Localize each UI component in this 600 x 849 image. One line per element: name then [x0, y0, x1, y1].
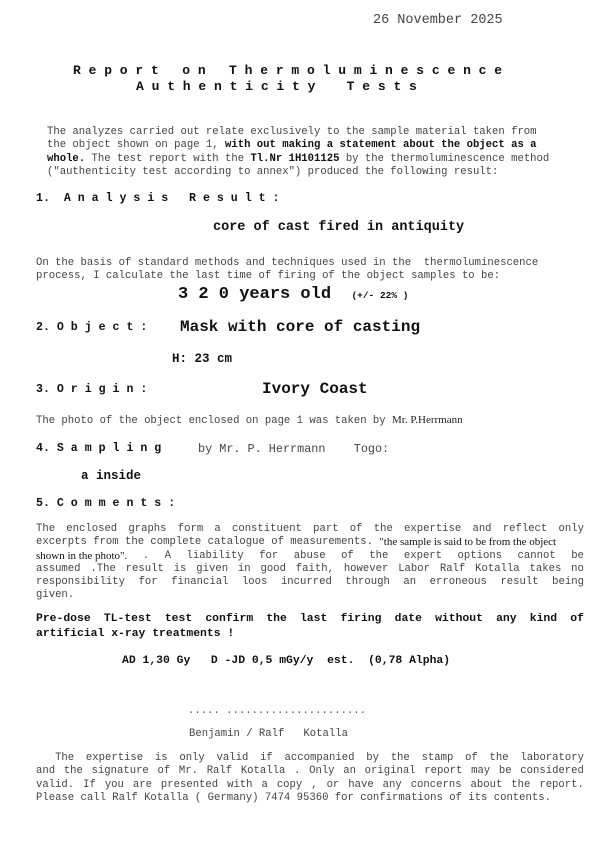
word: .	[142, 549, 150, 562]
signatory-name: Benjamin / Ralf Kotalla	[189, 728, 348, 740]
word: is	[154, 752, 168, 764]
word: loos	[241, 576, 268, 589]
word: you	[104, 778, 124, 791]
predose-statement	[36, 612, 584, 642]
word: Labor	[398, 562, 430, 575]
photo-note	[36, 414, 463, 427]
word: of	[157, 765, 171, 778]
word: for	[259, 549, 279, 562]
word: may	[471, 765, 491, 778]
word: be	[571, 549, 584, 562]
word: expertise	[404, 523, 462, 535]
basis-line-2: process, I calculate the last time of firing of the object samples to be:	[36, 270, 501, 283]
intro-line-2	[47, 139, 583, 152]
word: with	[227, 778, 253, 791]
word: part	[313, 523, 339, 535]
word: the	[63, 765, 83, 778]
word: date	[394, 613, 422, 625]
word: about	[470, 778, 503, 791]
word: given	[196, 562, 229, 575]
word: .The	[90, 562, 116, 575]
word: graphs	[128, 523, 167, 535]
object-height: H: 23 cm	[172, 352, 233, 366]
section-heading-sampling: 4. S a m p l i n g	[36, 442, 162, 455]
word: through	[345, 576, 390, 589]
word: Ralf	[206, 765, 233, 778]
word: liability	[186, 549, 244, 562]
word: being	[552, 576, 584, 589]
word: and	[36, 765, 56, 778]
word: options	[457, 549, 503, 562]
word: Kotalla	[475, 562, 520, 575]
word: a	[261, 778, 268, 791]
word: copy	[276, 778, 303, 791]
photo-note-text: The photo of the object enclosed on page 1 was taken by	[36, 415, 393, 427]
comments-text: excerpts from the complete catalogue of measurements.	[36, 536, 380, 549]
word: considered	[520, 765, 584, 778]
word: or	[326, 778, 340, 791]
validity-line-2	[36, 765, 584, 778]
comments-line-6: given.	[36, 589, 75, 602]
word: no	[571, 562, 584, 575]
age-result	[178, 285, 408, 304]
word: in	[237, 562, 251, 575]
word: expertise	[85, 752, 144, 764]
intro-text: the object shown on page 1,	[47, 139, 226, 152]
word: of	[341, 549, 354, 562]
word: the	[390, 752, 410, 764]
word: good	[260, 562, 286, 575]
word: the	[511, 778, 531, 791]
word: .	[294, 765, 301, 778]
word: The	[36, 523, 56, 535]
word: signature	[91, 765, 149, 778]
analysis-result-value: core of cast fired in antiquity	[213, 220, 465, 235]
intro-text: by the thermoluminescence method	[339, 152, 550, 165]
word: result	[125, 562, 164, 575]
validity-paragraph	[36, 752, 584, 805]
sampling-by: by Mr. P. Herrmann Togo:	[198, 442, 390, 456]
word: erroneous	[429, 576, 487, 589]
section-heading-comments: 5. C o m m e n t s :	[36, 497, 176, 510]
word: reflect	[502, 523, 548, 535]
word: only	[558, 523, 584, 535]
intro-line-1: The analyzes carried out relate exclusively to the sample material taken from	[47, 126, 537, 138]
word: kind	[529, 613, 558, 625]
word: test	[164, 613, 193, 625]
word: the	[373, 523, 393, 535]
object-value: Mask with core of casting	[180, 318, 421, 336]
word: last	[299, 613, 328, 625]
validity-line-3	[36, 779, 584, 792]
sampling-location: a inside	[81, 469, 142, 483]
dose-values: AD 1,30 Gy D -JD 0,5 mGy/y est. (0,78 Alpha)	[122, 655, 451, 667]
comments-paragraph	[36, 523, 584, 603]
comments-line-3	[36, 550, 584, 563]
word: enclosed	[66, 523, 118, 535]
origin-value: Ivory Coast	[262, 380, 368, 398]
word: constituent	[231, 523, 302, 535]
word: presented	[160, 778, 219, 791]
word: faith,	[295, 562, 334, 575]
predose-line-1	[36, 612, 584, 627]
word: accompanied	[284, 752, 355, 764]
predose-line-2: artificial x-ray treatments !	[36, 628, 235, 640]
comments-line-4	[36, 563, 584, 576]
word: only	[179, 752, 205, 764]
intro-paragraph	[47, 126, 583, 179]
word: laboratory	[520, 752, 584, 764]
intro-text: The test report with the	[85, 152, 251, 165]
word: without	[435, 613, 483, 625]
word: be	[498, 765, 512, 778]
word: any	[496, 613, 517, 625]
word: cannot	[517, 549, 556, 562]
word: incurred	[280, 576, 332, 589]
word: an	[343, 765, 356, 778]
section-heading-origin: 3. O r i g i n :	[36, 383, 148, 396]
word: the	[489, 752, 509, 764]
word: report.	[539, 778, 584, 791]
word: stamp	[421, 752, 454, 764]
validity-line-1	[36, 752, 584, 765]
word: is	[173, 562, 187, 575]
word: abuse	[293, 549, 326, 562]
sample-disclaimer-quote: shown in the photo".	[36, 549, 128, 562]
age-value: 3 2 0 years old	[178, 285, 332, 304]
word: result	[500, 576, 539, 589]
word: original	[364, 765, 416, 778]
word: firing	[340, 613, 382, 625]
word: ,	[311, 778, 318, 791]
word: an	[403, 576, 417, 589]
word: the	[266, 613, 287, 625]
comments-line-1	[36, 523, 584, 536]
validity-line-4: Please call Ralf Kotalla ( Germany) 7474 95360 for confirmations of its contents.	[36, 791, 551, 804]
intro-line-3	[47, 153, 583, 166]
word: responsibility	[36, 576, 126, 589]
word: TL-test	[103, 613, 152, 625]
word: expert	[403, 549, 443, 562]
word: for	[138, 576, 158, 589]
word: however	[343, 562, 389, 575]
word: have	[348, 778, 374, 791]
word: Ralf	[439, 562, 466, 575]
word: of	[570, 613, 584, 625]
intro-emphasis: with out making a statement about the object as a	[225, 139, 537, 152]
age-tolerance: (+/- 22% )	[351, 290, 409, 301]
word: Pre-dose	[36, 613, 91, 625]
report-date: 26 November 2025	[373, 13, 503, 28]
word: valid	[216, 752, 249, 764]
word: the	[369, 549, 389, 562]
test-report-number: Tl.Nr 1H101125	[250, 152, 340, 165]
word: Mr.	[178, 765, 198, 778]
word: financial	[171, 576, 229, 589]
word: report	[424, 765, 463, 778]
word: a	[214, 523, 221, 535]
word: takes	[529, 562, 562, 575]
word: of	[349, 523, 363, 535]
comments-line-2	[36, 536, 584, 549]
word: confirm	[205, 613, 254, 625]
word: Kotalla	[240, 765, 286, 778]
word: The	[36, 752, 75, 764]
word: concerns	[410, 778, 462, 791]
word: A	[164, 549, 171, 562]
comments-line-5	[36, 576, 584, 589]
word: Only	[309, 765, 335, 778]
report-title-line-2: A u t h e n t i c i t y T e s t s	[136, 79, 417, 94]
photographer-name: Mr. P.Herrmann	[392, 414, 463, 426]
intro-line-4: ("authenticity test according to annex") produced the following result:	[47, 165, 499, 178]
basis-paragraph	[36, 257, 584, 284]
word: valid.	[36, 778, 75, 791]
signature-line: ..... ......................	[188, 705, 367, 717]
section-heading-object: 2. O b j e c t :	[36, 321, 148, 334]
word: of	[465, 752, 478, 764]
basis-line-1: On the basis of standard methods and techniques used in the thermoluminescence	[36, 257, 539, 269]
intro-emphasis: whole.	[47, 152, 86, 165]
word: are	[132, 778, 152, 791]
section-heading-analysis-result: 1. A n a l y s i s R e s u l t :	[36, 192, 280, 205]
word: if	[260, 752, 273, 764]
report-title-line-1: R e p o r t o n T h e r m o l u m i n e s c e n c e	[73, 63, 503, 78]
sample-disclaimer-quote: "the sample is said to be from the object	[379, 536, 557, 549]
word: form	[177, 523, 204, 535]
word: and	[472, 523, 492, 535]
word: assumed	[36, 562, 81, 575]
word: by	[366, 752, 379, 764]
word: If	[83, 778, 96, 791]
word: any	[382, 778, 402, 791]
